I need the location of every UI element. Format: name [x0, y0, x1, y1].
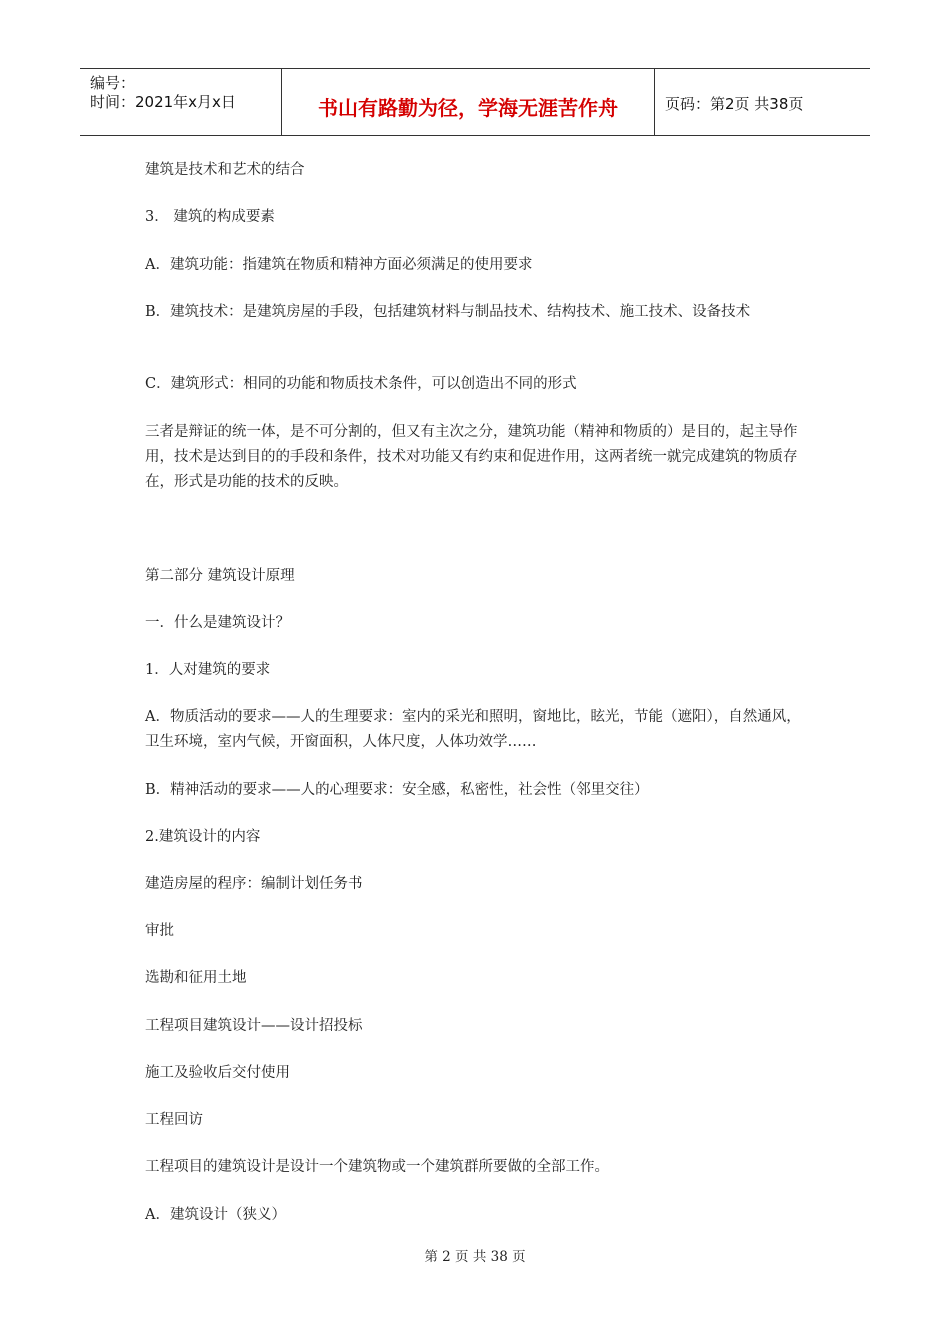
header-page-info: 页码：第2页 共38页: [665, 95, 804, 113]
header-left-cell: [80, 69, 282, 135]
section-heading: 2.建筑设计的内容: [145, 829, 261, 845]
document-date-label: 时间：2021年x月x日: [90, 93, 236, 111]
paragraph: A．物质活动的要求——人的生理要求：室内的采光和照明，窗地比，眩光，节能（遮阳），自然通风，卫生环境，室内气候，开窗面积，人体尺度，人体功效学……: [145, 709, 801, 750]
paragraph: C．建筑形式：相同的功能和物质技术条件，可以创造出不同的形式: [145, 376, 577, 392]
paragraph: 工程项目的建筑设计是设计一个建筑物或一个建筑群所要做的全部工作。: [145, 1159, 609, 1175]
header-motto: 书山有路勤为径，学海无涯苦作舟: [318, 96, 618, 120]
section-heading: 一．什么是建筑设计？: [145, 615, 290, 631]
paragraph: A．建筑功能：指建筑在物质和精神方面必须满足的使用要求: [145, 257, 533, 273]
part-heading: 第二部分 建筑设计原理: [145, 568, 295, 584]
paragraph: 三者是辩证的统一体，是不可分割的，但又有主次之分，建筑功能（精神和物质的）是目的，起主导作用，技术是达到目的的手段和条件，技术对功能又有约束和促进作用，这两者统一就完成建筑的物质存在，形式是功能的技术的反映。: [145, 424, 798, 490]
document-header: [80, 68, 870, 136]
paragraph: B．精神活动的要求——人的心理要求：安全感，私密性，社会性（邻里交往）: [145, 782, 649, 798]
paragraph: 选勘和征用土地: [145, 970, 247, 986]
paragraph: 施工及验收后交付使用: [145, 1065, 290, 1081]
paragraph: A．建筑设计（狭义）: [145, 1207, 286, 1223]
section-heading: 3． 建筑的构成要素: [145, 209, 275, 225]
header-right-cell: [655, 69, 870, 135]
section-heading: 1．人对建筑的要求: [145, 662, 271, 678]
paragraph: 建造房屋的程序：编制计划任务书: [145, 876, 363, 892]
paragraph: 审批: [145, 923, 174, 939]
paragraph: 建筑是技术和艺术的结合: [145, 162, 305, 178]
document-id-label: 编号：: [90, 74, 136, 92]
paragraph: 工程回访: [145, 1112, 203, 1128]
page-footer: 第 2 页 共 38 页: [424, 1249, 526, 1265]
header-middle-cell: [282, 69, 655, 135]
paragraph: B．建筑技术：是建筑房屋的手段，包括建筑材料与制品技术、结构技术、施工技术、设备技术: [145, 304, 751, 320]
paragraph: 工程项目建筑设计——设计招投标: [145, 1018, 363, 1034]
